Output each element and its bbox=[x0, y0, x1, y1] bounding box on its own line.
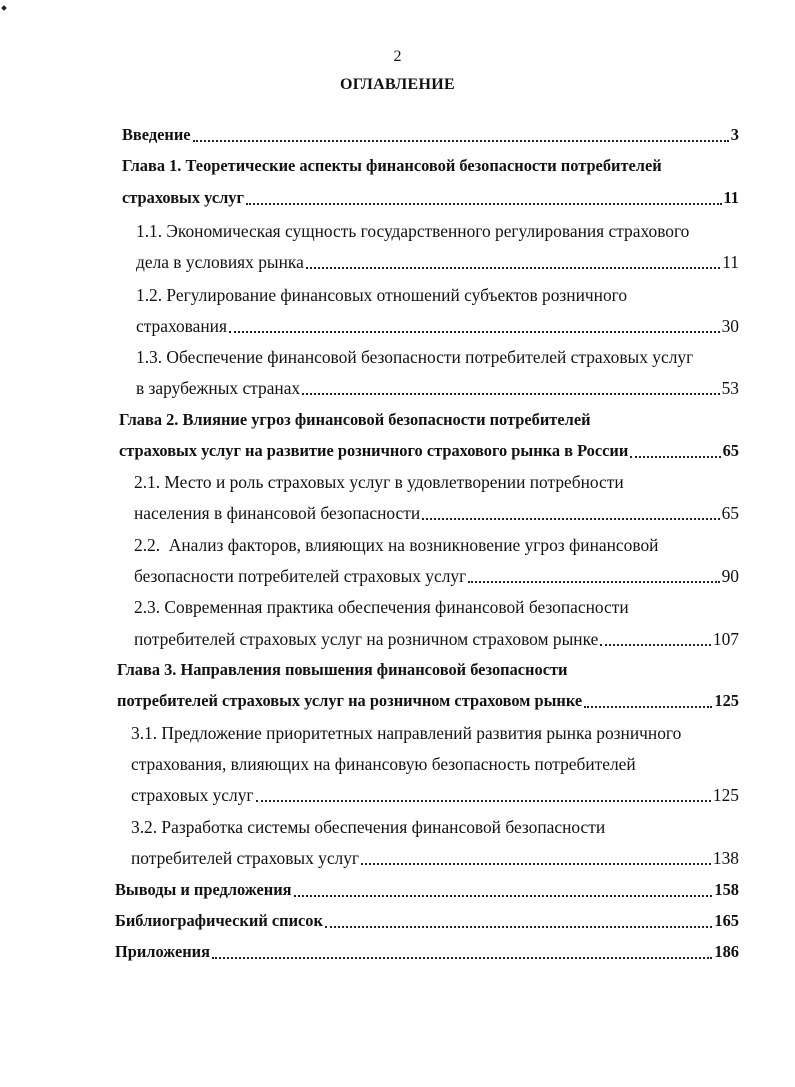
toc-entry-section-2-1[interactable] bbox=[134, 469, 739, 495]
toc-entry-chapter-3[interactable] bbox=[117, 657, 739, 683]
toc-entry-label: 1.3. Обеспечение финансовой безопасности потребителей страховых услуг bbox=[136, 347, 694, 367]
toc-entry-label: 3.2. Разработка системы обеспечения финансовой безопасности bbox=[131, 817, 606, 837]
toc-entry-label: населения в финансовой безопасности bbox=[134, 503, 421, 523]
toc-entry-label: Библиографический список bbox=[115, 911, 323, 930]
toc-entry-label: Глава 2. Влияние угроз финансовой безопасности потребителей bbox=[119, 410, 591, 429]
leader-dots bbox=[302, 393, 719, 395]
toc-entry-label: безопасности потребителей страховых услуг bbox=[134, 566, 467, 586]
leader-dots bbox=[212, 957, 712, 959]
toc-entry-section-2-2[interactable] bbox=[134, 532, 739, 558]
toc-page-number: 11 bbox=[723, 188, 739, 207]
toc-page-number: 107 bbox=[712, 629, 739, 649]
toc-entry-label: страховых услуг на развитие розничного страхового рынка в России bbox=[119, 441, 629, 460]
toc-page-number: 186 bbox=[714, 942, 739, 961]
toc-entry-section-1-1[interactable] bbox=[136, 218, 739, 244]
leader-dots bbox=[630, 456, 720, 458]
toc-entry-section-2-2-cont[interactable] bbox=[134, 563, 739, 589]
toc-entry-section-1-2[interactable] bbox=[136, 282, 739, 308]
toc-entry-section-3-1-cont[interactable] bbox=[131, 751, 739, 777]
toc-entry-label: страховых услуг bbox=[122, 188, 244, 207]
toc-entry-label: дела в условиях рынка bbox=[136, 252, 304, 272]
toc-entry-label: 1.1. Экономическая сущность государственного регулирования страхового bbox=[136, 221, 690, 241]
toc-page-number: 65 bbox=[722, 441, 739, 460]
toc-entry-label: потребителей страховых услуг на розничном страховом рынке bbox=[117, 691, 583, 710]
toc-entry-label: в зарубежных странах bbox=[136, 378, 301, 398]
page-number: 2 bbox=[393, 48, 402, 65]
toc-entry-chapter-3-cont[interactable] bbox=[117, 688, 739, 714]
toc-entry-label: 2.2. Анализ факторов, влияющих на возникновение угроз финансовой bbox=[134, 535, 659, 555]
leader-dots bbox=[361, 863, 711, 865]
toc-entry-label: страховых услуг bbox=[131, 785, 254, 805]
toc-page-number: 125 bbox=[712, 785, 739, 805]
toc-entry-section-1-1-cont[interactable] bbox=[136, 249, 739, 275]
toc-entry-label: 3.1. Предложение приоритетных направлений развития рынка розничного bbox=[131, 723, 682, 743]
toc-entry-chapter-1[interactable] bbox=[122, 153, 739, 179]
leader-dots bbox=[422, 518, 719, 520]
leader-dots bbox=[246, 203, 722, 205]
toc-entry-section-3-2-cont[interactable] bbox=[131, 845, 739, 871]
toc-entry-label: 2.1. Место и роль страховых услуг в удовлетворении потребности bbox=[134, 472, 624, 492]
toc-entry-label: Введение bbox=[122, 125, 191, 144]
toc-entry-section-1-3[interactable] bbox=[136, 344, 739, 370]
toc-entry-label: потребителей страховых услуг bbox=[131, 848, 360, 868]
toc-page-number: 65 bbox=[721, 503, 739, 523]
toc-entry-bibliography[interactable] bbox=[115, 908, 739, 934]
toc-entry-section-2-3[interactable] bbox=[134, 594, 739, 620]
toc-entry-label: Приложения bbox=[115, 942, 210, 961]
toc-page-number: 11 bbox=[722, 252, 739, 272]
leader-dots bbox=[229, 331, 720, 333]
toc-page-number: 165 bbox=[714, 911, 739, 930]
toc-entry-conclusions[interactable] bbox=[115, 877, 739, 903]
toc-entry-chapter-2-cont[interactable] bbox=[119, 438, 739, 464]
toc-page-number: 158 bbox=[714, 880, 739, 899]
toc-entry-section-2-3-cont[interactable] bbox=[134, 626, 739, 652]
toc-entry-section-1-3-cont[interactable] bbox=[136, 375, 739, 401]
leader-dots bbox=[306, 267, 720, 269]
leader-dots bbox=[584, 706, 712, 708]
toc-entry-label: Глава 1. Теоретические аспекты финансовой безопасности потребителей bbox=[122, 156, 662, 175]
toc-entry-label: страхования, влияющих на финансовую безопасность потребителей bbox=[131, 754, 636, 774]
toc-entry-section-1-2-cont[interactable] bbox=[136, 313, 739, 339]
toc-entry-intro[interactable] bbox=[122, 122, 739, 148]
toc-entry-label: Глава 3. Направления повышения финансовой безопасности bbox=[117, 660, 568, 679]
leader-dots bbox=[294, 895, 713, 897]
leader-dots bbox=[256, 800, 711, 802]
toc-entry-label: Выводы и предложения bbox=[115, 880, 292, 899]
toc-page-number: 30 bbox=[721, 316, 739, 336]
toc-page-number: 3 bbox=[730, 125, 739, 144]
toc-page-number: 125 bbox=[714, 691, 739, 710]
toc-entry-section-2-1-cont[interactable] bbox=[134, 500, 739, 526]
toc-entry-label: 2.3. Современная практика обеспечения финансовой безопасности bbox=[134, 597, 629, 617]
leader-dots bbox=[325, 926, 712, 928]
toc-entry-chapter-1-cont[interactable] bbox=[122, 185, 739, 211]
toc-page-number: 90 bbox=[721, 566, 739, 586]
toc-entry-label: страхования bbox=[136, 316, 227, 336]
toc-entry-section-3-1[interactable] bbox=[131, 720, 739, 746]
toc-entry-label: потребителей страховых услуг на розничном страховом рынке bbox=[134, 629, 599, 649]
leader-dots bbox=[600, 644, 711, 646]
leader-dots bbox=[193, 140, 729, 142]
toc-page-number: 138 bbox=[712, 848, 739, 868]
leader-dots bbox=[468, 581, 719, 583]
toc-entry-section-3-2[interactable] bbox=[131, 814, 739, 840]
toc-entry-section-3-1-cont-2[interactable] bbox=[131, 782, 739, 808]
toc-entry-label: 1.2. Регулирование финансовых отношений субъектов розничного bbox=[136, 285, 628, 305]
toc-entry-appendices[interactable] bbox=[115, 939, 739, 965]
toc-page-number: 53 bbox=[721, 378, 739, 398]
page-title: ОГЛАВЛЕНИЕ bbox=[340, 76, 455, 93]
toc-entry-chapter-2[interactable] bbox=[119, 407, 739, 433]
scan-artifact-mark bbox=[1, 5, 7, 11]
